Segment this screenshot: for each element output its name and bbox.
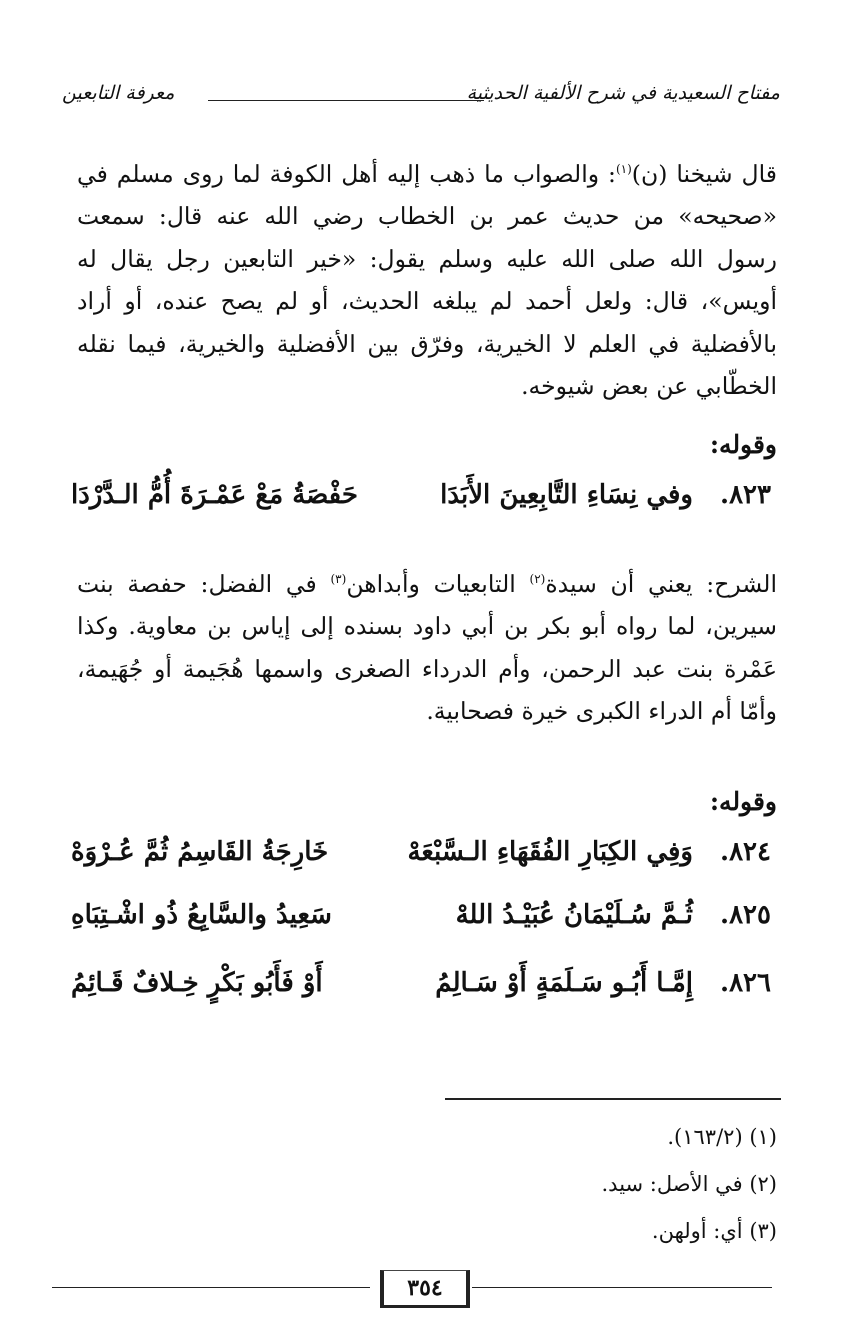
verse-823 — [71, 480, 771, 530]
paragraph-commentary — [77, 558, 777, 733]
verse-second-hemistich: سَعِيدُ والسَّابِعُ ذُو اشْـتِبَاهِ — [71, 900, 332, 930]
footnote-2: (٢) في الأصل: سيد. — [601, 1172, 777, 1196]
verse-first-hemistich: إِمَّـا أَبُـو سَـلَمَةٍ أَوْ سَـالِمُ — [435, 968, 693, 998]
footer-rule-right — [472, 1287, 772, 1288]
verse-number: ٨٢٦. — [720, 968, 771, 998]
footnote-separator — [445, 1098, 781, 1100]
verse-second-hemistich: أَوْ فَأَبُو بَكْرٍ خِـلافٌ قَـائِمُ — [71, 968, 323, 998]
footnote-ref-3: (٣) — [330, 572, 347, 586]
verse-second-hemistich: خَارِجَةُ القَاسِمُ ثُمَّ عُـرْوَهْ — [71, 837, 329, 867]
verse-826 — [71, 968, 771, 1018]
section-title: معرفة التابعين — [62, 82, 175, 104]
footer-rule-left — [52, 1287, 370, 1288]
header-rule — [208, 100, 484, 101]
footnote-3: (٣) أي: أولهن. — [651, 1219, 777, 1243]
paragraph-text: قال شيخنا (ن) — [631, 159, 777, 188]
verse-number: ٨٢٣. — [720, 480, 771, 510]
verse-first-hemistich: وفي نِسَاءِ التَّابِعِينَ الأَبَدَا — [440, 480, 693, 510]
verse-825 — [71, 900, 771, 950]
running-header — [62, 80, 780, 112]
verse-824 — [71, 837, 771, 887]
verse-number: ٨٢٤. — [720, 837, 771, 867]
paragraph-segment: في الفضل: حفصة بنت سيرين، لما رواه أبو بكر بن أبي داود بسنده إلى إياس بن معاوية. وكذا عَمْرة بنت عبد الرحمن، وأم الدرداء الصغرى واسمها هُجَيمة أو جُهَيمة، وأمّا أم الدراء الكبرى خيرة فصحابية. — [77, 569, 777, 726]
footnote-ref-1: (١) — [615, 162, 632, 176]
verse-number: ٨٢٥. — [720, 900, 771, 930]
verse-first-hemistich: وَفِي الكِبَارِ الفُقَهَاءِ الـسَّبْعَهْ — [407, 837, 693, 867]
qawluh-label: وقوله: — [709, 430, 777, 459]
page-footer — [52, 1270, 772, 1310]
paragraph-text-rest: : والصواب ما ذهب إليه أهل الكوفة لما روى مسلم في «صحيحه» من حديث عمر بن الخطاب رضي الله عنه قال: سمعت رسول الله صلى الله عليه وسلم يقول: «خير التابعين رجل يقال له أويس»، قال: ولعل أحمد لم يبلغه الحديث، أو لم يصح عنده، أو أراد بالأفضلية في العلم لا الخيرية، وفرّق بين الأفضلية والخيرية، فيما نقله الخطّابي عن بعض شيوخه. — [77, 159, 777, 401]
paragraph-segment: التابعيات وأبداهن — [346, 569, 530, 598]
footnote-1: (١) (١٦٣/٢). — [667, 1125, 777, 1149]
qawluh-label: وقوله: — [709, 787, 777, 816]
paragraph-shaykh-quote — [77, 148, 777, 408]
book-title: مفتاح السعيدية في شرح الألفية الحديثية — [466, 82, 780, 104]
page-number: ٣٥٤ — [380, 1270, 470, 1308]
paragraph-segment: الشرح: يعني أن سيدة — [545, 569, 777, 598]
footnote-ref-2: (٢) — [529, 572, 546, 586]
verse-first-hemistich: ثُـمَّ سُـلَيْمَانُ عُبَيْـدُ اللهْ — [455, 900, 693, 930]
verse-second-hemistich: حَفْصَةُ مَعْ عَمْـرَةَ أُمُّ الـدَّرْدَا — [71, 480, 358, 510]
